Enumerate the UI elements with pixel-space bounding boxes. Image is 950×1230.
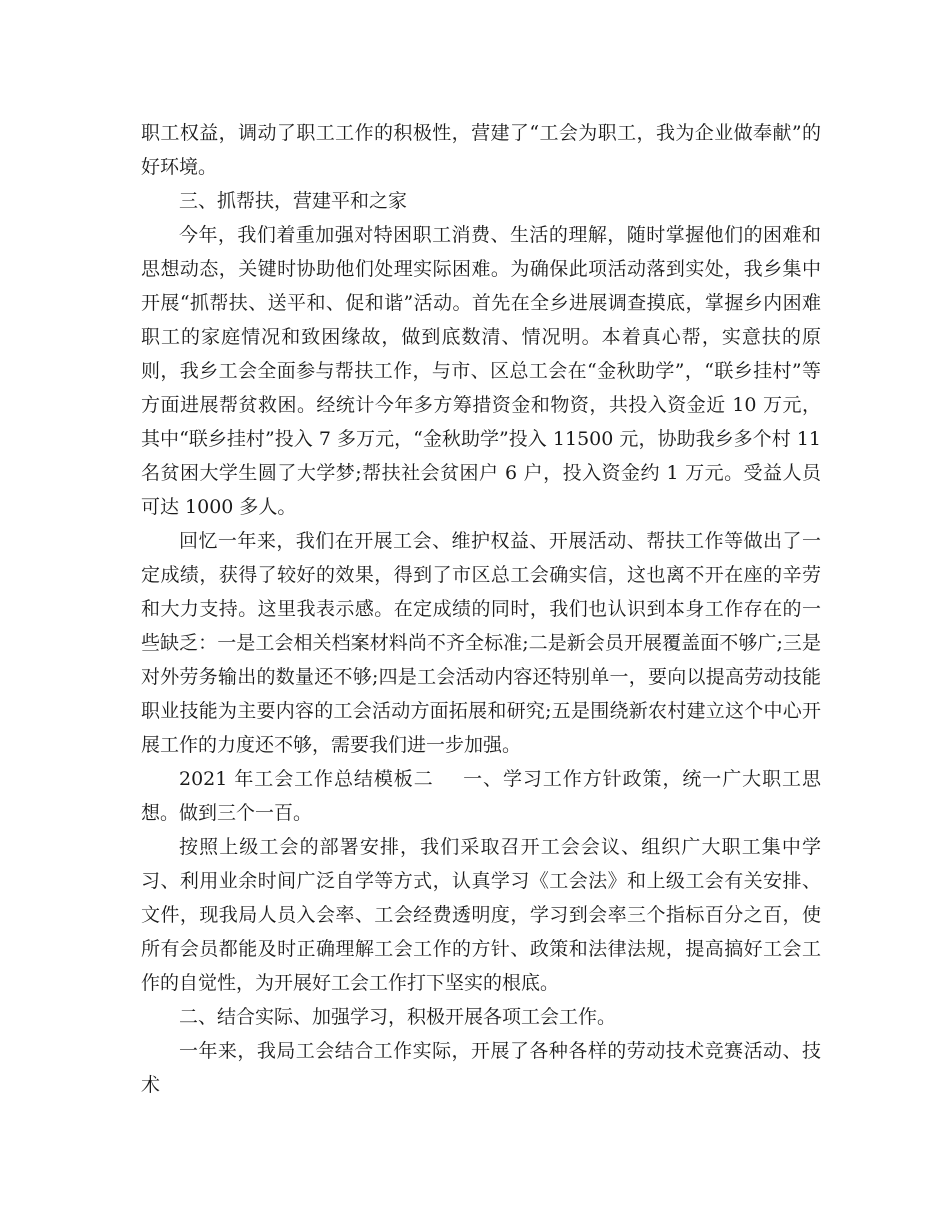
- section-heading-2: 二、结合实际、加强学习，积极开展各项工会工作。: [179, 1006, 617, 1028]
- paragraph-study: 按照上级工会的部署安排，我们采取召开工会会议、组织广大职工集中学习、利用业余时间广泛自学等方式，认真学习《工会法》和上级工会有关安排、文件，现我局人员入会率、工会经费透明度，学习到会率三个指标百分之百，使所有会员都能及时正确理解工会工作的方针、政策和法律法规，提高搞好工会工作的自觉性，为开展好工会工作打下坚实的根底。: [141, 836, 821, 994]
- document-body: [141, 116, 821, 1102]
- paragraph-review: 回忆一年来，我们在开展工会、维护权益、开展活动、帮扶工作等做出了一定成绩，获得了较好的效果，得到了市区总工会确实信，这也离不开在座的辛劳和大力支持。这里我表示感。在定成绩的同时，我们也认识到本身工作存在的一些缺乏：一是工会相关档案材料尚不齐全标准;二是新会员开展覆盖面不够广;三是对外劳务输出的数量还不够;四是工会活动内容还特别单一，要向以提高劳动技能职业技能为主要内容的工会活动方面拓展和研究;五是围绕新农村建立这个中心开展工作的力度还不够，需要我们进一步加强。: [141, 530, 821, 756]
- paragraph-continued: 职工权益，调动了职工工作的积极性，营建了“工会为职工，我为企业做奉献”的好环境。: [141, 122, 821, 178]
- paragraph-assistance: 今年，我们着重加强对特困职工消费、生活的理解，随时掌握他们的困难和思想动态，关键时协助他们处理实际困难。为确保此项活动落到实处，我乡集中开展“抓帮扶、送平和、促和谐”活动。首先在全乡进展调查摸底，掌握乡内困难职工的家庭情况和致困缘故，做到底数清、情况明。本着真心帮，实意扶的原则，我乡工会全面参与帮扶工作，与市、区总工会在“金秋助学”，“联乡挂村”等方面进展帮贫救困。经统计今年多方筹措资金和物资，共投入资金近 10 万元，其中“联乡挂村”投入 7 多万元，“金秋助学”投入 11500 元，协助我乡多个村 11 名贫困大学生圆了大学梦;帮扶社会贫困户 6 户，投入资金约 1 万元。受益人员可达 1000 多人。: [141, 224, 821, 518]
- template-two-heading-paragraph: [141, 762, 821, 830]
- section-heading-3: 三、抓帮扶，营建平和之家: [179, 190, 408, 212]
- section-heading-1: 一、学习工作方针政策，统一广大职工思想。做到三个一百。: [141, 768, 821, 824]
- paragraph-activities: 一年来，我局工会结合工作实际，开展了各种各样的劳动技术竞赛活动、技术: [141, 1040, 821, 1096]
- template-two-title: 2021 年工会工作总结模板二: [179, 768, 434, 790]
